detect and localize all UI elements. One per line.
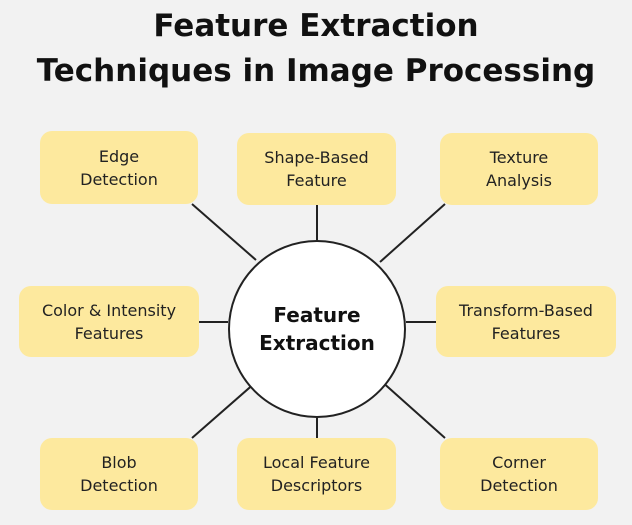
node-label-line-1: Transform-Based xyxy=(459,300,593,320)
connector-texture-analysis xyxy=(380,204,445,262)
node-local-feature-descriptors xyxy=(237,438,396,510)
node-label-line-2: Feature xyxy=(286,171,347,190)
node-label-line-1: Color & Intensity xyxy=(41,300,177,320)
node-label-line-1: Edge xyxy=(98,146,140,166)
connector-edge-detection xyxy=(192,204,256,260)
node-corner-detection xyxy=(440,438,598,510)
node-label-line-2: Features xyxy=(74,323,144,343)
node-label-line-2: Detection xyxy=(80,169,158,189)
diagram-title-line-2: Techniques in Image Processing xyxy=(36,53,596,89)
node-shape-based-feature xyxy=(237,133,396,205)
center-node-feature-extraction xyxy=(228,240,406,418)
node-label-line-1: Blob xyxy=(101,453,137,472)
node-label-line-1: Shape-Based xyxy=(264,148,369,167)
node-label-line-1: Corner xyxy=(492,453,546,472)
node-label-line-1: Texture xyxy=(489,148,549,167)
node-label-line-2: Features xyxy=(491,323,561,343)
node-label-line-2: Descriptors xyxy=(270,476,363,495)
node-label-line-2: Detection xyxy=(480,476,558,495)
node-label-line-1: Local Feature xyxy=(262,453,370,472)
node-texture-analysis xyxy=(440,133,598,205)
diagram-title-line-1: Feature Extraction xyxy=(153,8,479,44)
center-label-line-1: Feature xyxy=(273,303,361,327)
center-label-line-2: Extraction xyxy=(259,331,375,355)
node-edge-detection xyxy=(40,131,198,204)
node-color-intensity-features xyxy=(19,286,199,357)
node-label-line-2: Detection xyxy=(80,476,158,495)
connector-blob-detection xyxy=(192,382,256,438)
node-transform-based-features xyxy=(436,286,616,357)
node-blob-detection xyxy=(40,438,198,510)
connector-corner-detection xyxy=(380,380,445,438)
node-label-line-2: Analysis xyxy=(486,171,552,190)
